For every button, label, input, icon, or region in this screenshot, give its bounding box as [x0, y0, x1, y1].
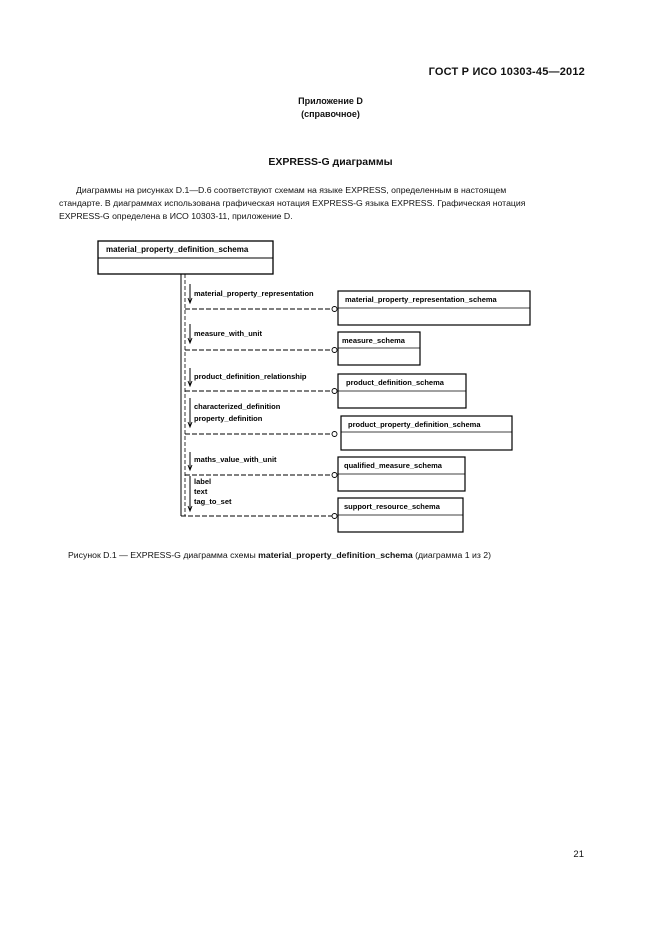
target-schema-label: qualified_measure_schema [344, 461, 442, 470]
reference-label: label [194, 477, 212, 486]
reference-label: material_property_representation [194, 289, 314, 298]
standard-number: ГОСТ Р ИСО 10303-45—2012 [428, 66, 585, 78]
paragraph-line: стандарте. В диаграммах использована графическая нотация EXPRESS-G языка EXPRESS. Графическая нотация [59, 198, 526, 208]
target-schema-label: measure_schema [342, 336, 405, 345]
appendix-subtitle: (справочное) [301, 109, 360, 119]
caption-suffix: (диаграмма 1 из 2) [412, 550, 491, 560]
target-schema-label: support_resource_schema [344, 502, 440, 511]
reference-row [185, 284, 530, 325]
reference-row [185, 452, 465, 491]
target-schema-label: material_property_representation_schema [345, 295, 497, 304]
reference-label: text [194, 487, 208, 496]
target-schema-label: product_definition_schema [346, 378, 444, 387]
page-number: 21 [573, 849, 584, 860]
source-schema-label: material_property_definition_schema [106, 245, 249, 254]
paragraph-line: Диаграммы на рисунках D.1—D.6 соответствуют схемам на языке EXPRESS, определенным в настоящем [76, 185, 507, 195]
figure-caption [68, 550, 608, 560]
caption-prefix: Рисунок D.1 — EXPRESS-G диаграмма схемы [68, 550, 259, 560]
reference-label: characterized_definition [194, 402, 281, 411]
reference-label: tag_to_set [194, 497, 232, 506]
trunk [181, 274, 185, 516]
reference-row [185, 324, 420, 365]
source-schema-box [98, 241, 273, 274]
paragraph-line: EXPRESS-G определена в ИСО 10303-11, приложение D. [59, 211, 293, 221]
caption-schema: material_property_definition_schema [258, 550, 413, 560]
section-title: EXPRESS-G диаграммы [268, 156, 393, 168]
appendix-title: Приложение D [298, 96, 363, 106]
reference-label: product_definition_relationship [194, 372, 307, 381]
reference-label: property_definition [194, 414, 263, 423]
reference-label: measure_with_unit [194, 329, 262, 338]
reference-label: maths_value_with_unit [194, 455, 277, 464]
target-schema-label: product_property_definition_schema [348, 420, 481, 429]
